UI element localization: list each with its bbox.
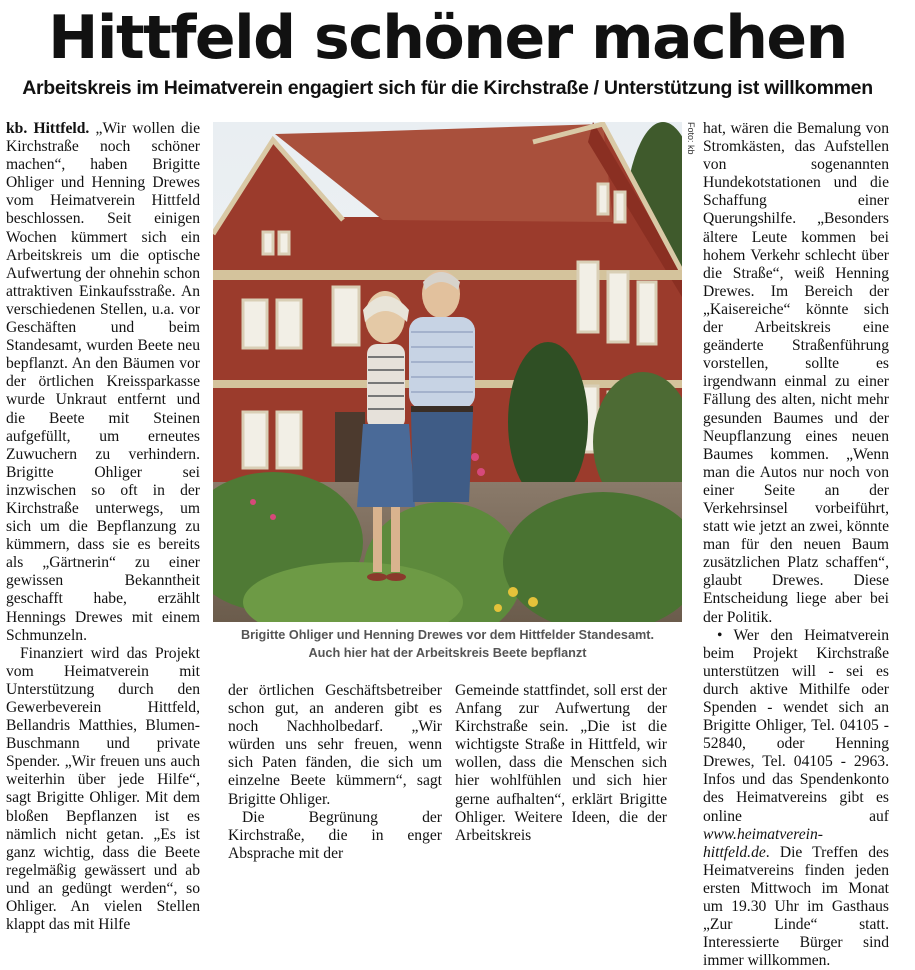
- article-paragraph: hat, wären die Bemalung von Stromkästen, das Aufstellen von sogenannten Hundekotstationen und die Schaffung einer Querungshilfe. „Besonders ältere Leute kommen bei hohem Verkehr schlecht über die Straße“, weiß Henning Drewes. Im Bereich der „Kaisereiche“ könnte sich der Arbeitskreis eine geänderte Straßenführung vorstellen, sollte es irgendwann einmal zu einer Fällung des alten, nicht mehr gesunden Baumes und der Neupflanzung eines neuen Baumes kommen. „Wenn man die Autos nur noch von einer Seite an der Verkehrsinsel vorbeiführt, statt wie jetzt an zwei, könnte man für den neuen Baum zusätzlichen Platz schaffen“, glaubt Drewes. Diese Entscheidung liege aber bei der Politik.: [703, 120, 889, 626]
- photo-credit: Foto: kb: [686, 122, 696, 155]
- paragraph-text: „Wir wollen die Kirchstraße noch schöner machen“, haben Brigitte Ohliger und Henning Drewes vom Heimatverein Hittfeld beschlossen. Seit einigen Wochen kümmert sich ein Arbeitskreis um die optische Aufwertung der ohnehin schon attraktiven Einkaufsstraße. An verschiedenen Stellen, u.a. vor Geschäften und beim Standesamt, wurden Beete neu bepflanzt. An den Bäumen vor der örtlichen Kreissparkasse wurde Unkraut entfernt und die Beete mit Steinen aufgefüllt, um erneutes Zuwuchern zu verhindern. Brigitte Ohliger sei inzwischen so oft in der Kirchstraße unterwegs, um sich um die Bepflanzung zu kümmern, dass sie es bereits als „Gärtnerin“ zu einer gewissen Bekanntheit geschafft habe, erzählt Hennings Drewes mit einem Schmunzeln.: [6, 120, 200, 644]
- article-paragraph: Gemeinde stattfindet, soll erst der Anfang zur Aufwertung der Kirchstraße sein. „Die ist die wichtigste Straße in Hittfeld, wir wollen, dass die Menschen sich hier wohlfühlen und sich hier gerne aufhalten“, erklärt Brigitte Ohliger. Weitere Ideen, die der Arbeitskreis: [455, 682, 667, 844]
- article-column-2: [228, 682, 442, 863]
- article-column-1: [6, 120, 200, 934]
- caption-line: Auch hier hat der Arbeitskreis Beete bepflanzt: [308, 646, 587, 660]
- article-paragraph: der örtlichen Geschäftsbetreiber schon gut, an anderen gibt es noch Nachholbedarf. „Wir würden uns sehr freuen, wenn sich Paten fänden, die sich um einzelne Beete kümmern“, sagt Brigitte Ohliger.: [228, 682, 442, 808]
- article-photo: [213, 122, 682, 622]
- info-paragraph: [703, 627, 889, 970]
- article-paragraph: Die Begrünung der Kirchstraße, die in enger Absprache mit der: [228, 808, 442, 862]
- photo-caption: [213, 626, 682, 662]
- subheadline: Arbeitskreis im Heimatverein engagiert sich für die Kirchstraße / Unterstützung ist willkommen: [22, 77, 873, 99]
- article-paragraph: [6, 120, 200, 645]
- headline: Hittfeld schöner machen: [48, 3, 847, 73]
- paragraph-text: . Die Treffen des Heimatvereins finden jeden ersten Mittwoch im Monat um 19.30 Uhr im Gasthaus „Zur Linde“ statt. Interessierte Bürger sind immer willkommen.: [703, 843, 889, 970]
- caption-line: Brigitte Ohliger und Henning Drewes vor dem Hittfelder Standesamt.: [240, 628, 655, 642]
- article-paragraph: Finanziert wird das Projekt vom Heimatverein mit Unterstützung durch den Gewerbeverein Hittfeld, Bellandris Matthies, Blumen-Buschmann und private Spender. „Wir freuen uns auch weiterhin über jede Hilfe“, sagt Brigitte Ohliger. Mit dem bloßen Bepflanzen ist es nämlich nicht getan. „Es ist ganz wichtig, dass die Beete regelmäßig gewässert und ab und an gedüngt werden“, so Ohliger. An vielen Stellen klappt das mit Hilfe: [6, 644, 200, 934]
- paragraph-text: • Wer den Heimatverein beim Projekt Kirchstraße unterstützen will - sei es durch aktive Mithilfe oder Spenden - wendet sich an Brigitte Ohliger, Tel. 04105 - 52840, oder Henning Drewes, Tel. 04105 - 2963. Infos und das Spendenkonto des Heimatvereins gibt es online auf: [703, 626, 889, 825]
- article-column-4: [703, 120, 889, 970]
- website-link[interactable]: www.heimatverein-hittfeld.de: [703, 825, 823, 861]
- article-column-3: [455, 682, 667, 845]
- dateline: kb. Hittfeld.: [6, 120, 90, 137]
